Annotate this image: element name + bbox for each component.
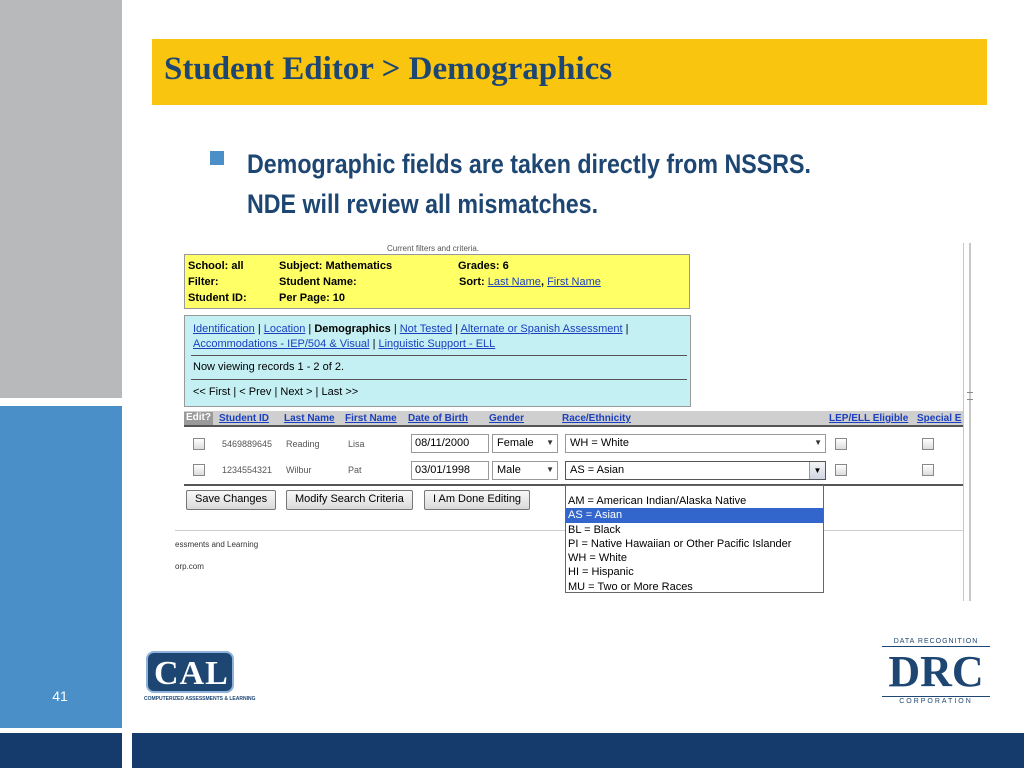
header-gender[interactable]: Gender [489, 413, 525, 424]
save-changes-button[interactable]: Save Changes [186, 490, 276, 510]
sort-last-name-link[interactable]: Last Name [487, 276, 541, 288]
filters-caption: Current filters and criteria. [387, 244, 480, 253]
date-of-birth-input[interactable]: 08/11/2000 [411, 434, 489, 453]
slide-title: Student Editor > Demographics [164, 51, 613, 87]
footer-text-1: essments and Learning [175, 540, 259, 549]
tab-not-tested[interactable]: Not Tested [399, 323, 453, 335]
nav-separator: | [274, 386, 278, 398]
race-option[interactable]: BL = Black [568, 523, 621, 536]
bottom-bar [132, 733, 1024, 768]
drc-logo [880, 638, 992, 708]
tab-alternate-assessment[interactable]: Alternate or Spanish Assessment [460, 323, 623, 335]
filter-sort [459, 276, 601, 288]
header-first-name[interactable]: First Name [345, 413, 397, 424]
header-student-id[interactable]: Student ID [219, 413, 269, 424]
race-option[interactable]: HI = Hispanic [568, 566, 634, 579]
nav-separator: | [393, 323, 397, 335]
sort-label: Sort: [459, 276, 485, 288]
cal-logo-subtitle: COMPUTERIZED ASSESSMENTS & LEARNING [144, 696, 256, 702]
drc-logo-bottom: CORPORATION [882, 696, 990, 705]
row-edit-checkbox[interactable] [193, 464, 205, 476]
tab-location[interactable]: Location [263, 323, 306, 335]
chevron-down-icon: ▼ [814, 438, 822, 447]
filter-filter: Filter: [188, 276, 219, 288]
race-value: WH = White [570, 437, 629, 449]
race-select[interactable] [565, 434, 826, 453]
row-last-name: Wilbur [286, 465, 312, 475]
chevron-down-icon[interactable]: ▼ [809, 462, 825, 479]
slide-number: 41 [52, 688, 68, 704]
records-status: Now viewing records 1 - 2 of 2. [193, 361, 345, 373]
title-bar [152, 39, 987, 105]
row-last-name: Reading [286, 439, 320, 449]
page-next-link[interactable]: Next > [280, 386, 313, 398]
page-prev-link[interactable]: < Prev [239, 386, 272, 398]
race-value: AS = Asian [570, 464, 625, 476]
race-option[interactable]: MU = Two or More Races [568, 580, 693, 593]
scrollbar-track[interactable] [963, 243, 971, 601]
filter-student-name: Student Name: [279, 276, 357, 288]
row-first-name: Lisa [348, 439, 365, 449]
nav-separator: | [625, 323, 629, 335]
nav-separator: | [315, 386, 319, 398]
left-blue-panel [0, 406, 122, 728]
modify-search-button[interactable]: Modify Search Criteria [286, 490, 413, 510]
done-editing-button[interactable]: I Am Done Editing [424, 490, 530, 510]
header-race-ethnicity[interactable]: Race/Ethnicity [562, 413, 631, 424]
scrollbar-grip-icon[interactable] [967, 392, 973, 400]
drc-logo-top: DATA RECOGNITION [882, 638, 990, 647]
sort-separator: , [540, 276, 544, 288]
cal-logo [144, 651, 256, 703]
lep-checkbox[interactable] [835, 438, 847, 450]
tab-identification[interactable]: Identification [193, 323, 255, 335]
bottom-bar-left [0, 733, 122, 768]
special-ed-checkbox[interactable] [922, 464, 934, 476]
bullet-line-2: NDE will review all mismatches. [247, 189, 599, 219]
sort-first-name-link[interactable]: First Name [547, 276, 601, 288]
gender-select[interactable] [492, 461, 558, 480]
race-select-open[interactable] [565, 461, 826, 480]
table-header [184, 411, 963, 427]
filter-school: School: all [188, 260, 244, 272]
header-last-name[interactable]: Last Name [284, 413, 335, 424]
filter-student-id: Student ID: [188, 292, 247, 304]
special-ed-checkbox[interactable] [922, 438, 934, 450]
header-special-ed[interactable]: Special E [917, 413, 962, 424]
row-student-id: 1234554321 [222, 465, 273, 475]
gender-value: Male [497, 464, 521, 476]
header-lep-ell[interactable]: LEP/ELL Eligible [829, 413, 909, 424]
header-edit: Edit? [186, 412, 211, 423]
gender-value: Female [497, 437, 534, 449]
race-dropdown-list[interactable] [565, 485, 824, 593]
nav-divider [191, 355, 687, 356]
tab-linguistic-support[interactable]: Linguistic Support - ELL [378, 338, 496, 350]
race-option[interactable]: PI = Native Hawaiian or Other Pacific Islander [568, 537, 792, 550]
filter-summary [184, 254, 690, 309]
nav-divider [191, 379, 687, 380]
tab-demographics[interactable]: Demographics [314, 323, 391, 335]
header-date-of-birth[interactable]: Date of Birth [408, 413, 468, 424]
page-first-link[interactable]: << First [193, 386, 231, 398]
gender-select[interactable] [492, 434, 558, 453]
race-option[interactable]: AM = American Indian/Alaska Native [568, 495, 747, 507]
row-edit-checkbox[interactable] [193, 438, 205, 450]
chevron-down-icon: ▼ [546, 465, 554, 474]
cal-badge [146, 651, 234, 693]
lep-checkbox[interactable] [835, 464, 847, 476]
row-student-id: 5469889645 [222, 439, 273, 449]
cal-logo-text: CAL [154, 655, 229, 692]
bullet-line-1: Demographic fields are taken directly from NSSRS. [247, 149, 811, 179]
filter-grades: Grades: 6 [458, 260, 509, 272]
nav-separator: | [233, 386, 237, 398]
tab-navigation [184, 315, 691, 407]
nav-separator: | [257, 323, 261, 335]
nav-line-2 [193, 338, 495, 350]
nav-separator: | [372, 338, 376, 350]
bullet-text [247, 144, 866, 224]
nav-separator: | [308, 323, 312, 335]
tab-accommodations[interactable]: Accommodations - IEP/504 & Visual [193, 338, 370, 350]
page-last-link[interactable]: Last >> [321, 386, 359, 398]
filter-per-page: Per Page: 10 [279, 292, 346, 304]
chevron-down-icon: ▼ [546, 438, 554, 447]
nav-line-1 [193, 323, 628, 335]
left-gray-panel [0, 0, 122, 398]
filter-subject: Subject: Mathematics [279, 260, 393, 272]
drc-logo-text: DRC [888, 647, 984, 696]
bullet-square-icon [210, 151, 224, 165]
row-first-name: Pat [348, 465, 362, 475]
race-option[interactable]: WH = White [568, 552, 627, 565]
nav-separator: | [455, 323, 459, 335]
date-of-birth-input[interactable]: 03/01/1998 [411, 461, 489, 480]
race-option-selected[interactable]: AS = Asian [566, 508, 823, 522]
pagination [193, 386, 358, 398]
footer-link[interactable]: orp.com [175, 562, 204, 571]
